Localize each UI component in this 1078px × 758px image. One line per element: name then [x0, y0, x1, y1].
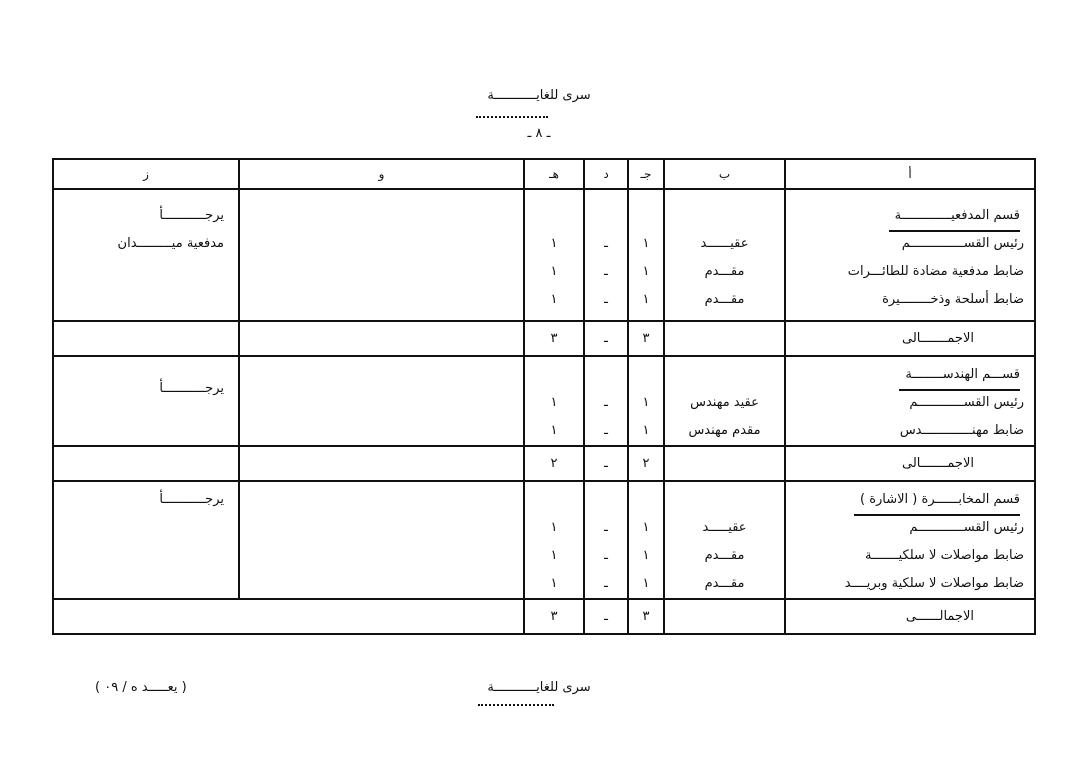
rank-cell: عقيـــــد	[702, 520, 747, 535]
column-header-e: هـ	[524, 159, 584, 189]
section-title: قسم المدفعيـــــــــــــة	[889, 202, 1020, 232]
total-count-cell: ١	[550, 236, 558, 251]
classification-header: سرى للغايـــــــــــة	[487, 88, 591, 103]
empty-cell	[239, 189, 524, 321]
total-label: الاجمـــــــالى	[902, 331, 974, 346]
header-underline	[476, 116, 548, 118]
total-count-cell: ٣	[524, 599, 584, 634]
page-number: ـ ٨ ـ	[527, 126, 551, 141]
total-count-cell: ١	[550, 520, 558, 535]
count-cell: ١	[642, 264, 650, 279]
rank-cell: مقـــدم	[704, 292, 745, 307]
total-label: الاجمالــــــى	[905, 609, 974, 624]
empty-cell	[239, 356, 524, 446]
total-count-cell: ٣	[524, 321, 584, 356]
role-cell: رئيس القســــــــــــم	[909, 520, 1024, 535]
note-cell: يرجـــــــــــأ	[159, 381, 224, 396]
total-count-cell: ١	[550, 576, 558, 591]
personnel-table	[52, 158, 1036, 635]
count-cell: ١	[642, 395, 650, 410]
role-cell: ضابط أسلحة وذخــــــــيرة	[882, 292, 1024, 307]
note-cell: مدفعية ميـــــــــدان	[117, 236, 224, 251]
role-cell: ضابط مدفعية مضادة للطائـــرات	[847, 264, 1024, 279]
table-header-row	[53, 159, 1035, 189]
rank-cell: مقدم مهندس	[688, 423, 761, 438]
empty-cell	[239, 481, 524, 599]
total-count-cell: ٢	[628, 446, 664, 481]
dash-cell: ـ	[604, 292, 608, 307]
total-row	[53, 446, 1035, 481]
rank-cell: مقـــدم	[704, 548, 745, 563]
section-title: قسم المخابــــــرة ( الاشارة )	[854, 486, 1020, 516]
dash-cell: ـ	[604, 264, 608, 279]
dash-cell: ـ	[604, 520, 608, 535]
count-cell: ١	[642, 520, 650, 535]
dash-cell: ـ	[584, 446, 628, 481]
count-cell: ١	[642, 292, 650, 307]
column-header-d: د	[584, 159, 628, 189]
dash-cell: ـ	[604, 236, 608, 251]
column-header-b: ب	[664, 159, 785, 189]
note-cell: يرجـــــــــــأ	[159, 492, 224, 507]
count-cell: ١	[642, 576, 650, 591]
role-cell: ضابط مهنـــــــــــــدس	[899, 423, 1024, 438]
count-cell: ١	[642, 423, 650, 438]
footer-underline	[478, 704, 554, 706]
role-cell: ضابط مواصلات لا سلكية وبريــــد	[844, 576, 1024, 591]
reference-number: ( يعـــــد ه / ٠٩ )	[95, 680, 187, 695]
role-cell: رئيس القســــــــــــــم	[901, 236, 1024, 251]
total-count-cell: ١	[550, 292, 558, 307]
section-artillery	[53, 189, 1035, 321]
column-header-a: أ	[785, 159, 1035, 189]
role-cell: ضابط مواصلات لا سلكيـــــــة	[864, 548, 1024, 563]
rank-cell: عقيــــــد	[700, 236, 749, 251]
count-cell: ١	[642, 236, 650, 251]
classification-footer: سرى للغايـــــــــــة	[487, 680, 591, 695]
section-title: قســـم الهندســــــــة	[899, 361, 1020, 391]
total-count-cell: ٣	[628, 321, 664, 356]
rank-cell: عقيد مهندس	[690, 395, 759, 410]
section-signals	[53, 481, 1035, 599]
role-cell: رئيس القســــــــــــم	[909, 395, 1024, 410]
total-count-cell: ٢	[524, 446, 584, 481]
total-count-cell: ٣	[628, 599, 664, 634]
dash-cell: ـ	[604, 548, 608, 563]
dash-cell: ـ	[604, 576, 608, 591]
rank-cell: مقـــدم	[704, 264, 745, 279]
total-count-cell: ١	[550, 423, 558, 438]
dash-cell: ـ	[604, 395, 608, 410]
total-row	[53, 321, 1035, 356]
count-cell: ١	[642, 548, 650, 563]
dash-cell: ـ	[604, 423, 608, 438]
column-header-c: جـ	[628, 159, 664, 189]
section-engineering	[53, 356, 1035, 446]
total-count-cell: ١	[550, 395, 558, 410]
column-header-g: ز	[53, 159, 239, 189]
total-row	[53, 599, 1035, 634]
dash-cell: ـ	[584, 599, 628, 634]
dash-cell: ـ	[584, 321, 628, 356]
total-count-cell: ١	[550, 548, 558, 563]
total-label: الاجمـــــــالى	[902, 456, 974, 471]
note-cell: يرجـــــــــــأ	[159, 208, 224, 223]
rank-cell: مقـــدم	[704, 576, 745, 591]
column-header-f: و	[239, 159, 524, 189]
total-count-cell: ١	[550, 264, 558, 279]
